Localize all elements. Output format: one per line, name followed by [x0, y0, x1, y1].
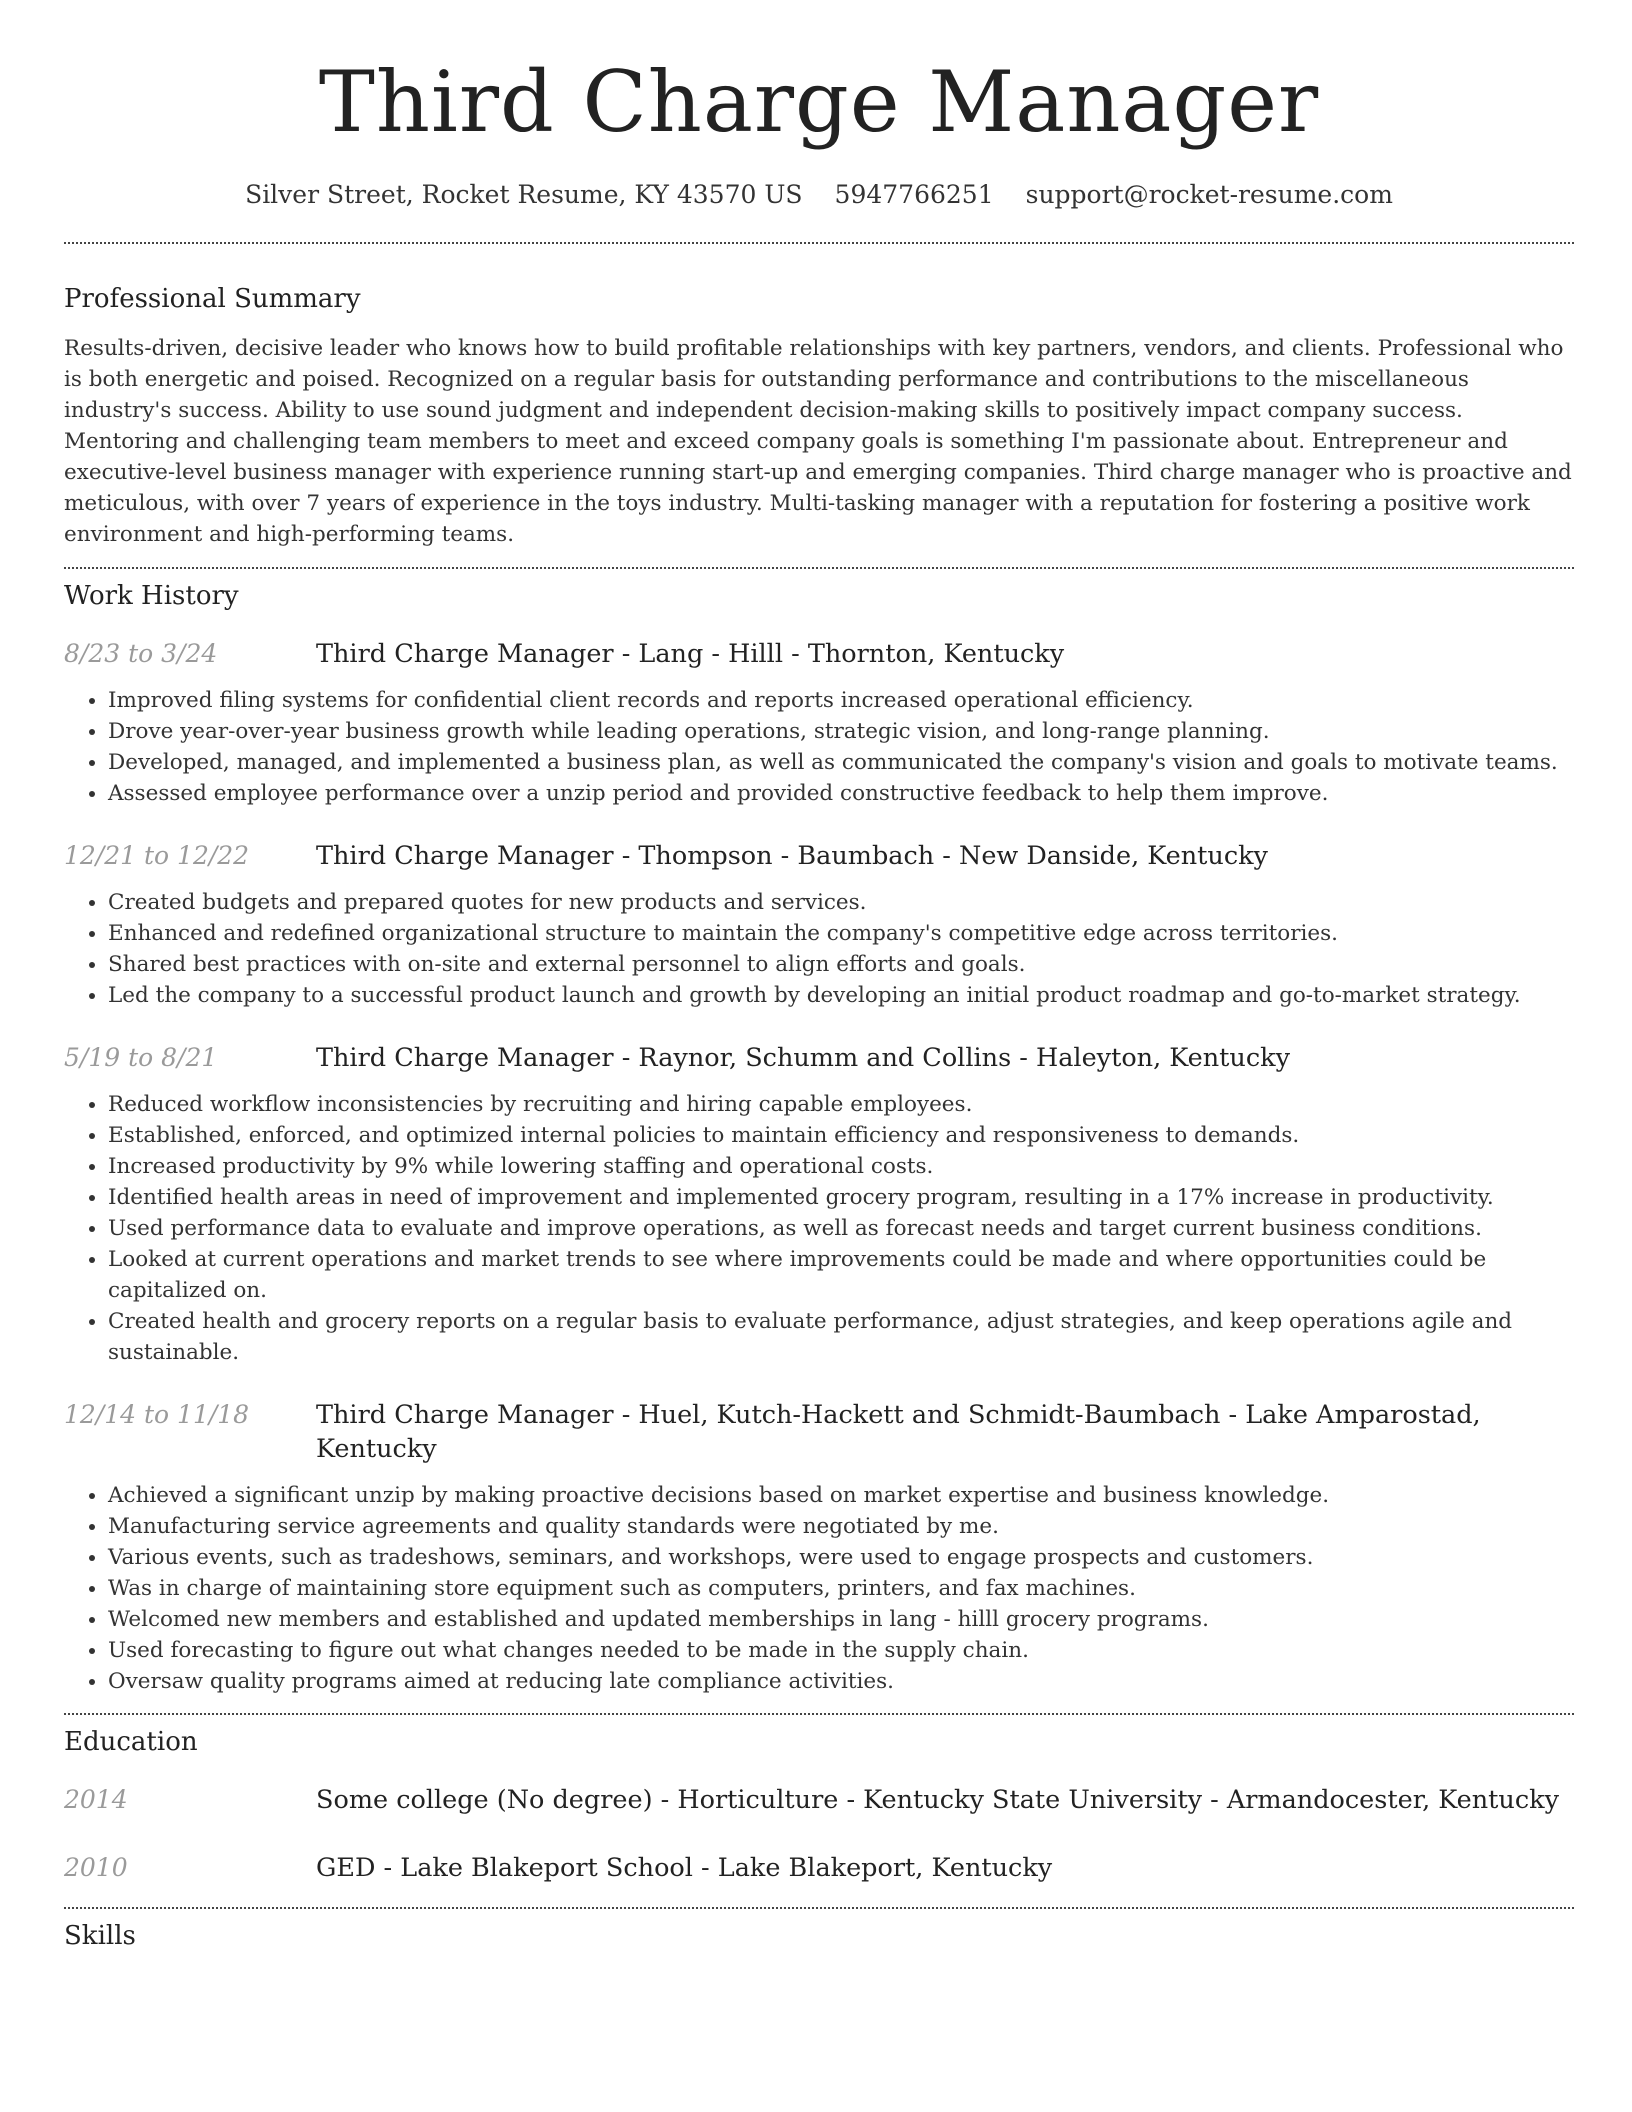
job-bullet: • Was in charge of maintaining store equipment such as computers, printers, and fax machines.	[108, 1573, 1574, 1604]
job-bullet: • Led the company to a successful product launch and growth by developing an initial product roadmap and go-to-market strategy.	[108, 980, 1574, 1011]
section-title-skills: Skills	[64, 1921, 136, 1951]
job-bullet: • Achieved a significant unzip by making proactive decisions based on market expertise and business knowledge.	[108, 1480, 1574, 1511]
job-bullets	[64, 1480, 1574, 1697]
education-divider	[64, 1907, 1574, 1909]
job-bullet: • Looked at current operations and market trends to see where improvements could be made and where opportunities could be capitalized on.	[108, 1244, 1574, 1306]
summary-text: Results-driven, decisive leader who knows how to build profitable relationships with key partners, vendors, and clients. Professional who is both energetic and poised. Recognized on a regular basis for outstanding performance and contributions to the miscellaneous industry's success. Ability to use sound judgment and independent decision-making skills to positively impact company success. Mentoring and challenging team members to meet and exceed company goals is something I'm passionate about. Entrepreneur and executive-level business manager with experience running start-up and emerging companies. Third charge manager who is proactive and meticulous, with over 7 years of experience in the toys industry. Multi-tasking manager with a reputation for fostering a positive work environment and high-performing teams.	[64, 336, 1572, 547]
job-header	[64, 839, 1574, 873]
contact-email: support@rocket-resume.com	[1025, 180, 1393, 209]
job-bullet: • Improved filing systems for confidential client records and reports increased operational efficiency.	[108, 685, 1574, 716]
job-bullet: • Manufacturing service agreements and quality standards were negotiated by me.	[108, 1511, 1574, 1542]
job-entry	[64, 1041, 1574, 1368]
education-year: 2010	[64, 1853, 128, 1882]
job-dates: 8/23 to 3/24	[64, 639, 218, 668]
job-bullet: • Oversaw quality programs aimed at reducing late compliance activities.	[108, 1666, 1574, 1697]
job-header	[64, 1041, 1574, 1075]
job-bullet: • Various events, such as tradeshows, seminars, and workshops, were used to engage prospects and customers.	[108, 1542, 1574, 1573]
job-bullets	[64, 685, 1574, 809]
job-bullet: • Enhanced and redefined organizational structure to maintain the company's competitive edge across territories.	[108, 918, 1574, 949]
job-header	[64, 1398, 1574, 1466]
job-bullet: • Established, enforced, and optimized internal policies to maintain efficiency and responsiveness to demands.	[108, 1120, 1574, 1151]
job-entry	[64, 637, 1574, 809]
job-dates: 12/14 to 11/18	[64, 1400, 250, 1429]
job-title: Third Charge Manager - Huel, Kutch-Hackett and Schmidt-Baumbach - Lake Amparostad, Kentucky	[316, 1400, 1481, 1464]
header-divider	[64, 242, 1574, 244]
job-dates: 5/19 to 8/21	[64, 1043, 218, 1072]
job-header	[64, 637, 1574, 671]
job-bullet: • Identified health areas in need of improvement and implemented grocery program, resulting in a 17% increase in productivity.	[108, 1182, 1574, 1213]
job-dates: 12/21 to 12/22	[64, 841, 250, 870]
job-entry	[64, 1398, 1574, 1697]
job-bullets	[64, 887, 1574, 1011]
contact-line	[64, 178, 1574, 212]
job-bullet: • Used performance data to evaluate and improve operations, as well as forecast needs and target current business conditions.	[108, 1213, 1574, 1244]
job-bullet: • Used forecasting to figure out what changes needed to be made in the supply chain.	[108, 1635, 1574, 1666]
contact-address: Silver Street, Rocket Resume, KY 43570 US	[245, 180, 803, 209]
job-bullet: • Created health and grocery reports on a regular basis to evaluate performance, adjust strategies, and keep operations agile and sustainable.	[108, 1306, 1574, 1368]
job-bullet: • Increased productivity by 9% while lowering staffing and operational costs.	[108, 1151, 1574, 1182]
work-history-divider	[64, 1713, 1574, 1715]
section-title-work-history: Work History	[64, 581, 239, 611]
job-entry	[64, 839, 1574, 1011]
section-title-summary: Professional Summary	[64, 284, 361, 314]
education-entry	[64, 1783, 1574, 1817]
contact-phone: 5947766251	[834, 180, 994, 209]
job-bullet: • Assessed employee performance over a unzip period and provided constructive feedback to help them improve.	[108, 778, 1574, 809]
job-title: Third Charge Manager - Lang - Hilll - Thornton, Kentucky	[316, 639, 1065, 669]
job-bullet: • Drove year-over-year business growth while leading operations, strategic vision, and long-range planning.	[108, 716, 1574, 747]
education-title: GED - Lake Blakeport School - Lake Blakeport, Kentucky	[316, 1853, 1053, 1883]
job-bullet: • Reduced workflow inconsistencies by recruiting and hiring capable employees.	[108, 1089, 1574, 1120]
resume-page	[64, 0, 1574, 1953]
job-title: Third Charge Manager - Thompson - Baumbach - New Danside, Kentucky	[316, 841, 1268, 871]
education-title: Some college (No degree) - Horticulture - Kentucky State University - Armandocester, Kentucky	[316, 1785, 1559, 1815]
job-bullet: • Shared best practices with on-site and external personnel to align efforts and goals.	[108, 949, 1574, 980]
education-entry	[64, 1851, 1574, 1885]
job-title: Third Charge Manager - Raynor, Schumm and Collins - Haleyton, Kentucky	[316, 1043, 1290, 1073]
summary-divider	[64, 567, 1574, 569]
job-bullet: • Developed, managed, and implemented a business plan, as well as communicated the company's vision and goals to motivate teams.	[108, 747, 1574, 778]
job-bullet: • Welcomed new members and established and updated memberships in lang - hilll grocery programs.	[108, 1604, 1574, 1635]
job-bullet: • Created budgets and prepared quotes for new products and services.	[108, 887, 1574, 918]
section-title-education: Education	[64, 1727, 198, 1757]
education-year: 2014	[64, 1785, 128, 1814]
job-bullets	[64, 1089, 1574, 1368]
candidate-name: Third Charge Manager	[318, 53, 1320, 151]
